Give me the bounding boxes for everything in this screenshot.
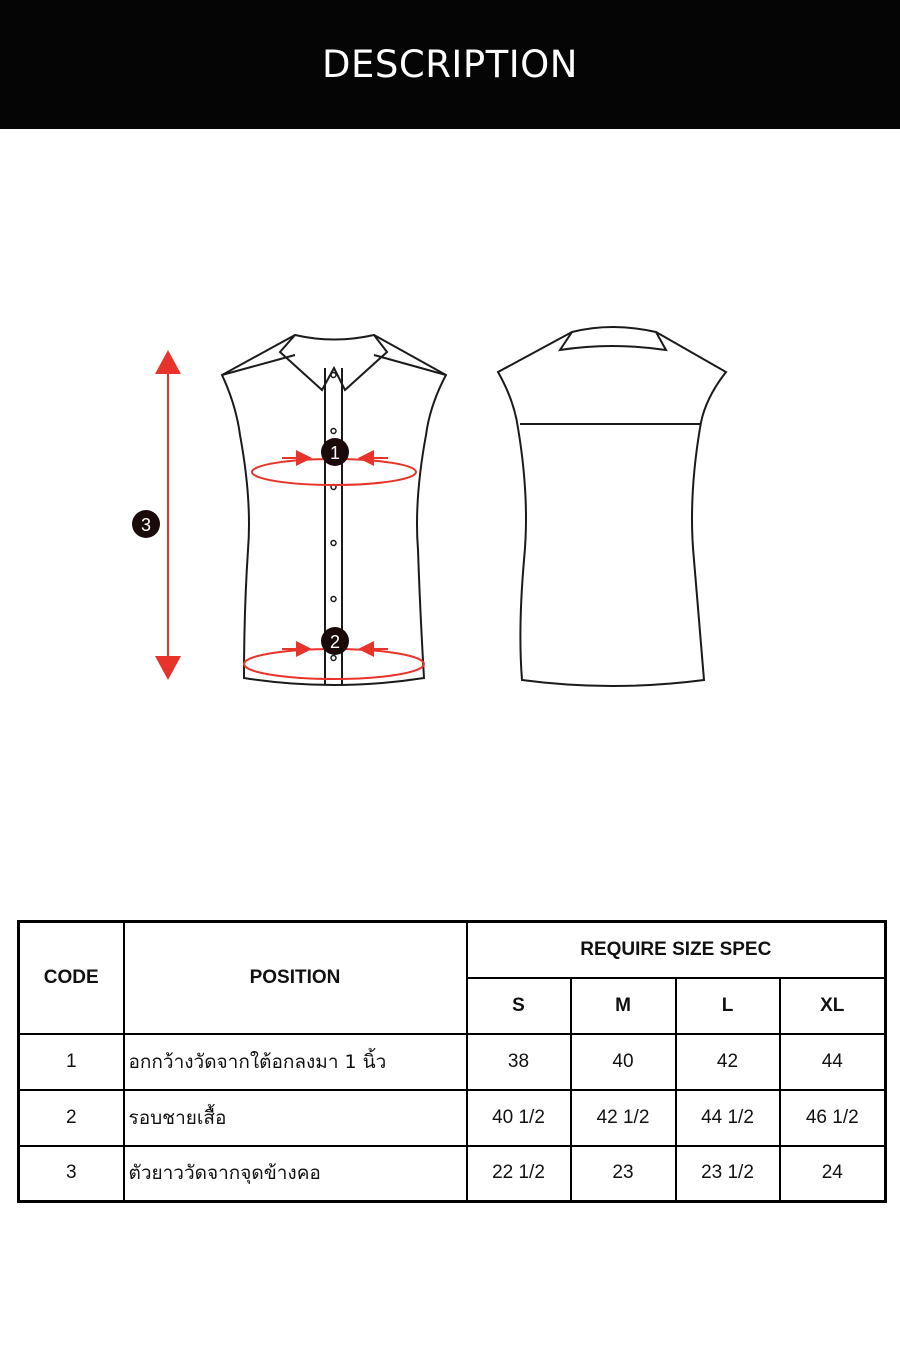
row-position: อกกว้างวัดจากใต้อกลงมา 1 นิ้ว [124, 1034, 467, 1090]
shirt-buttons [331, 373, 336, 661]
row-value-xl: 44 [780, 1034, 886, 1090]
row-value-m: 40 [571, 1034, 676, 1090]
garment-diagram [0, 300, 900, 720]
row-position: ตัวยาววัดจากจุดข้างคอ [124, 1146, 467, 1202]
marker-1 [321, 438, 349, 466]
button [331, 373, 336, 378]
length-measure-arrow [155, 350, 181, 680]
shirt-back-illustration [498, 327, 726, 686]
button [331, 597, 336, 602]
row-value-s: 38 [467, 1034, 571, 1090]
size-spec-header: REQUIRE SIZE SPEC [467, 922, 886, 978]
row-value-m: 42 1/2 [571, 1090, 676, 1146]
row-value-xl: 24 [780, 1146, 886, 1202]
marker-2-label: 2 [329, 632, 341, 652]
header-bar [0, 0, 900, 129]
row-value-l: 42 [676, 1034, 780, 1090]
position-header: POSITION [124, 922, 467, 1034]
marker-1-label: 1 [329, 443, 341, 463]
row-position: รอบชายเสื้อ [124, 1090, 467, 1146]
row-code: 2 [19, 1090, 124, 1146]
row-value-s: 22 1/2 [467, 1146, 571, 1202]
row-value-xl: 46 1/2 [780, 1090, 886, 1146]
marker-3-label: 3 [140, 515, 152, 535]
marker-3 [132, 510, 160, 538]
size-xl-header: XL [780, 978, 886, 1034]
row-code: 1 [19, 1034, 124, 1090]
table-header-row [19, 922, 886, 978]
row-value-l: 44 1/2 [676, 1090, 780, 1146]
code-header: CODE [19, 922, 124, 1034]
table-row [19, 1090, 886, 1146]
size-s-header: S [467, 978, 571, 1034]
size-spec-table [17, 920, 887, 1203]
row-code: 3 [19, 1146, 124, 1202]
marker-2 [321, 627, 349, 655]
button [331, 429, 336, 434]
table-row [19, 1034, 886, 1090]
button [331, 656, 336, 661]
button [331, 541, 336, 546]
size-l-header: L [676, 978, 780, 1034]
row-value-l: 23 1/2 [676, 1146, 780, 1202]
row-value-s: 40 1/2 [467, 1090, 571, 1146]
table-row [19, 1146, 886, 1202]
page-title: DESCRIPTION [322, 43, 578, 86]
size-m-header: M [571, 978, 676, 1034]
row-value-m: 23 [571, 1146, 676, 1202]
